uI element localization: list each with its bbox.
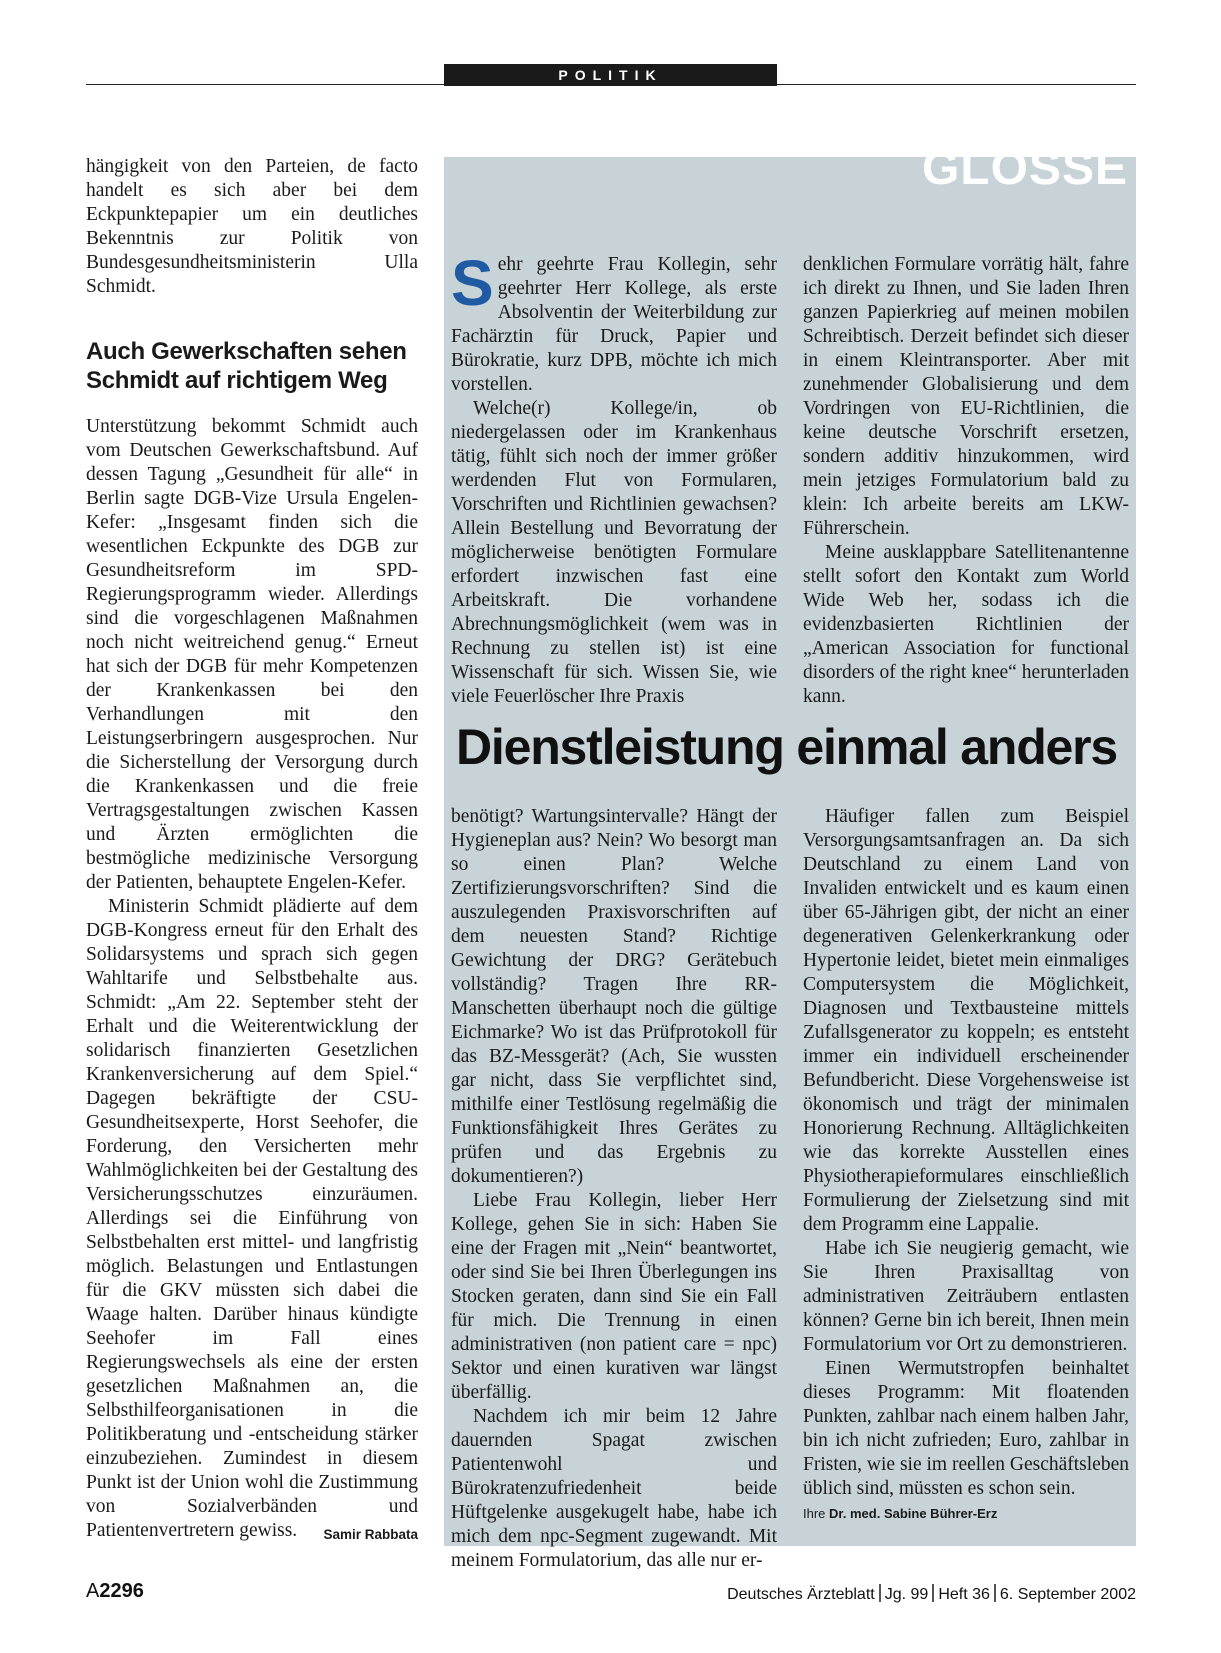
glosse-column-2-bottom — [803, 805, 1129, 1526]
footer-divider — [879, 1584, 881, 1602]
glosse-paragraph — [451, 247, 777, 397]
page-number — [86, 1580, 144, 1603]
footer-divider — [994, 1584, 996, 1602]
dropcap-letter: S — [451, 247, 494, 319]
glosse-text: ehr geehrte Frau Kollegin, sehr geehrter Herr Kollege, als erste Absolventin der Weiterbildung zur Fachärztin für Druck, Papier und Bürokratie, kurz DPB, möchte ich mich vorstellen. — [451, 254, 777, 395]
glosse-column-1-top — [451, 247, 777, 709]
left-intro-paragraph: hängigkeit von den Parteien, de facto handelt es sich aber bei dem Eckpunktepapier um ein deutliches Bekenntnis zur Politik von Bundesgesundheitsministerin Ulla Schmidt. — [86, 156, 418, 297]
section-rubric: POLITIK — [444, 64, 777, 86]
page-number-value: 2296 — [99, 1580, 144, 1602]
left-subheading: Auch Gewerkschaften sehen Schmidt auf richtigem Weg — [86, 338, 407, 394]
signature-prefix: Ihre — [803, 1506, 826, 1521]
glosse-title: Dienstleistung einmal anders — [456, 719, 1118, 775]
left-paragraph-1: Unterstützung bekommt Schmidt auch vom Deutschen Gewerkschaftsbund. Auf dessen Tagung „Gesundheit für alle“ in Berlin sagte DGB-Vize Ursula Engelen-Kefer: „Insgesamt finden sich die wesentlichen Eckpunkte des DGB zur Gesundheitsreform im SPD-Regierungsprogramm wieder. Allerdings sind die vorgeschlagenen Maßnahmen noch nicht weitreichend genug.“ Erneut hat sich der DGB für mehr Kompetenzen der Krankenkassen bei den Verhandlungen mit den Leistungserbringern ausgesprochen. Nur die Sicherstellung der Versorgung durch die Krankenkassen und die freie Vertragsgestaltungen zwischen Kassen und Ärzten ermöglichten die bestmögliche medizinische Versorgung der Patienten, behauptete Engelen-Kefer. — [86, 416, 418, 893]
left-article-column — [86, 155, 418, 1547]
left-author: Samir Rabbata — [323, 1527, 418, 1542]
glosse-paragraph: Habe ich Sie neugierig gemacht, wie Sie Ihren Praxisalltag von administrativen Zeiträubern entlasten können? Gerne bin ich bereit, Ihnen mein Formulatorium vor Ort zu demonstrieren. — [803, 1238, 1129, 1355]
glosse-paragraph: Einen Wermutstropfen beinhaltet dieses Programm: Mit floatenden Punkten, zahlbar nach einem halben Jahr, bin ich nicht zufrieden; Euro, zahlbar in Fristen, wie sie im reellen Geschäftsleben üblich sind, müssten es schon sein. — [803, 1358, 1129, 1499]
glosse-label: GLOSSE — [921, 142, 1128, 195]
glosse-paragraph: Nachdem ich mir beim 12 Jahre dauernden Spagat zwischen Patientenwohl und Bürokratenzufriedenheit beide Hüftgelenke ausgekugelt habe, habe ich mich dem npc-Segment zugewandt. Mit meinem Formulatorium, das alle nur er- — [451, 1406, 777, 1571]
glosse-paragraph: denklichen Formulare vorrätig hält, fahre ich direkt zu Ihnen, und Sie laden Ihren ganzen Papierkrieg auf meinen mobilen Schreibtisch. Derzeit befindet sich dieser in einem Kleintransporter. Aber mit zunehmender Globalisierung und dem Vordringen von EU-Richtlinien, die keine deutsche Vorschrift ersetzen, sondern additiv hinzukommen, wird mein jetziges Formulatorium bald zu klein: Ich arbeite bereits am LKW-Führerschein. — [803, 254, 1129, 539]
footer-citation — [727, 1584, 1136, 1604]
journal-date: 6. September 2002 — [999, 1586, 1136, 1603]
journal-volume: Jg. 99 — [884, 1586, 929, 1603]
glosse-signature — [803, 1502, 1129, 1526]
journal-issue: Heft 36 — [938, 1586, 990, 1603]
glosse-paragraph: Welche(r) Kollege/in, ob niedergelassen oder im Krankenhaus tätig, fühlt sich noch der immer größer werdenden Flut von Formularen, Vorschriften und Richtlinien gewachsen? Allein Bestellung und Bevorratung der möglicherweise benötigten Formulare erfordert inzwischen fast eine Arbeitskraft. Die vorhandene Abrechnungsmöglichkeit (wem was in Rechnung zu stellen ist) ist eine Wissenschaft für sich. Wissen Sie, wie viele Feuerlöscher Ihre Praxis — [451, 398, 777, 707]
glosse-paragraph: Meine ausklappbare Satellitenantenne stellt sofort den Kontakt zum World Wide Web her, sodass ich die evidenzbasierten Richtlinien der „American Association for functional disorders of the right knee“ herunterladen kann. — [803, 542, 1129, 707]
journal-name: Deutsches Ärzteblatt — [727, 1586, 875, 1603]
signature-name: Dr. med. Sabine Bührer-Erz — [829, 1506, 998, 1521]
glosse-paragraph: Liebe Frau Kollegin, lieber Herr Kollege, gehen Sie in sich: Haben Sie eine der Fragen mit „Nein“ beantwortet, oder sind Sie bei Ihren Überlegungen ins Stocken geraten, dann sind Sie ein Fall für mich. Die Trennung in einen administrativen (non patient care = npc) Sektor und einen kurativen war längst überfällig. — [451, 1190, 777, 1403]
glosse-column-1-bottom — [451, 805, 777, 1573]
footer-divider — [932, 1584, 934, 1602]
glosse-paragraph: benötigt? Wartungsintervalle? Hängt der Hygieneplan aus? Nein? Wo besorgt man so einen Plan? Welche Zertifizierungsvorschriften? Sind die auszulegenden Praxisvorschriften auf dem neuesten Stand? Richtige Gewichtung der DRG? Gerätebuch vollständig? Tragen Ihre RR-Manschetten überhaupt noch die gültige Eichmarke? Wo ist das Prüfprotokoll für das BZ-Messgerät? (Ach, Sie wussten gar nicht, dass Sie verpflichtet sind, mithilfe einer Testlösung regelmäßig die Funktionsfähigkeit Ihres Gerätes zu prüfen und das Ergebnis zu dokumentieren?) — [451, 806, 777, 1187]
page-prefix: A — [86, 1580, 100, 1602]
glosse-column-2-top — [803, 253, 1129, 709]
glosse-paragraph: Häufiger fallen zum Beispiel Versorgungsamtsanfragen an. Da sich Deutschland zu einem Land von Invaliden entwickelt und es kaum einen über 65-Jährigen gibt, der nicht an einer degenerativen Gelenkerkrankung oder Hypertonie leidet, bietet mein einmaliges Computersystem die Möglichkeit, Diagnosen und Textbausteine mittels Zufallsgenerator zu koppeln; es entsteht immer ein individuell erscheinender Befundbericht. Diese Vorgehensweise ist ökonomisch und trägt der minimalen Honorierung Rechnung. Alltäglichkeiten wie das korrekte Ausstellen eines Physiotherapieformulares einschließlich Formulierung der Zielsetzung sind mit dem Programm eine Lappalie. — [803, 806, 1129, 1235]
left-paragraph-2: Ministerin Schmidt plädierte auf dem DGB-Kongress erneut für den Erhalt des Solidarsystems und sprach sich gegen Wahltarife und Selbstbehalte aus. Schmidt: „Am 22. September steht der Erhalt und die Weiterentwicklung der solidarisch finanzierten Gesetzlichen Krankenversicherung auf dem Spiel.“ Dagegen bekräftigte der CSU-Gesundheitsexperte, Horst Seehofer, die Forderung, den Versicherten mehr Wahlmöglichkeiten bei der Gestaltung des Versicherungsschutzes einzuräumen. Allerdings sei die Einführung von Selbstbehalten erst mittel- und langfristig möglich. Belastungen und Entlastungen für die GKV müssten sich dabei die Waage halten. Darüber hinaus kündigte Seehofer im Fall eines Regierungswechsels als eine der ersten gesetzlichen Maßnahmen an, die Selbsthilfeorganisationen in die Politikberatung und -entscheidung stärker einzubeziehen. Zumindest in diesem Punkt ist der Union wohl die Zustimmung von Sozialverbänden und Patientenvertretern gewiss. — [86, 896, 418, 1541]
